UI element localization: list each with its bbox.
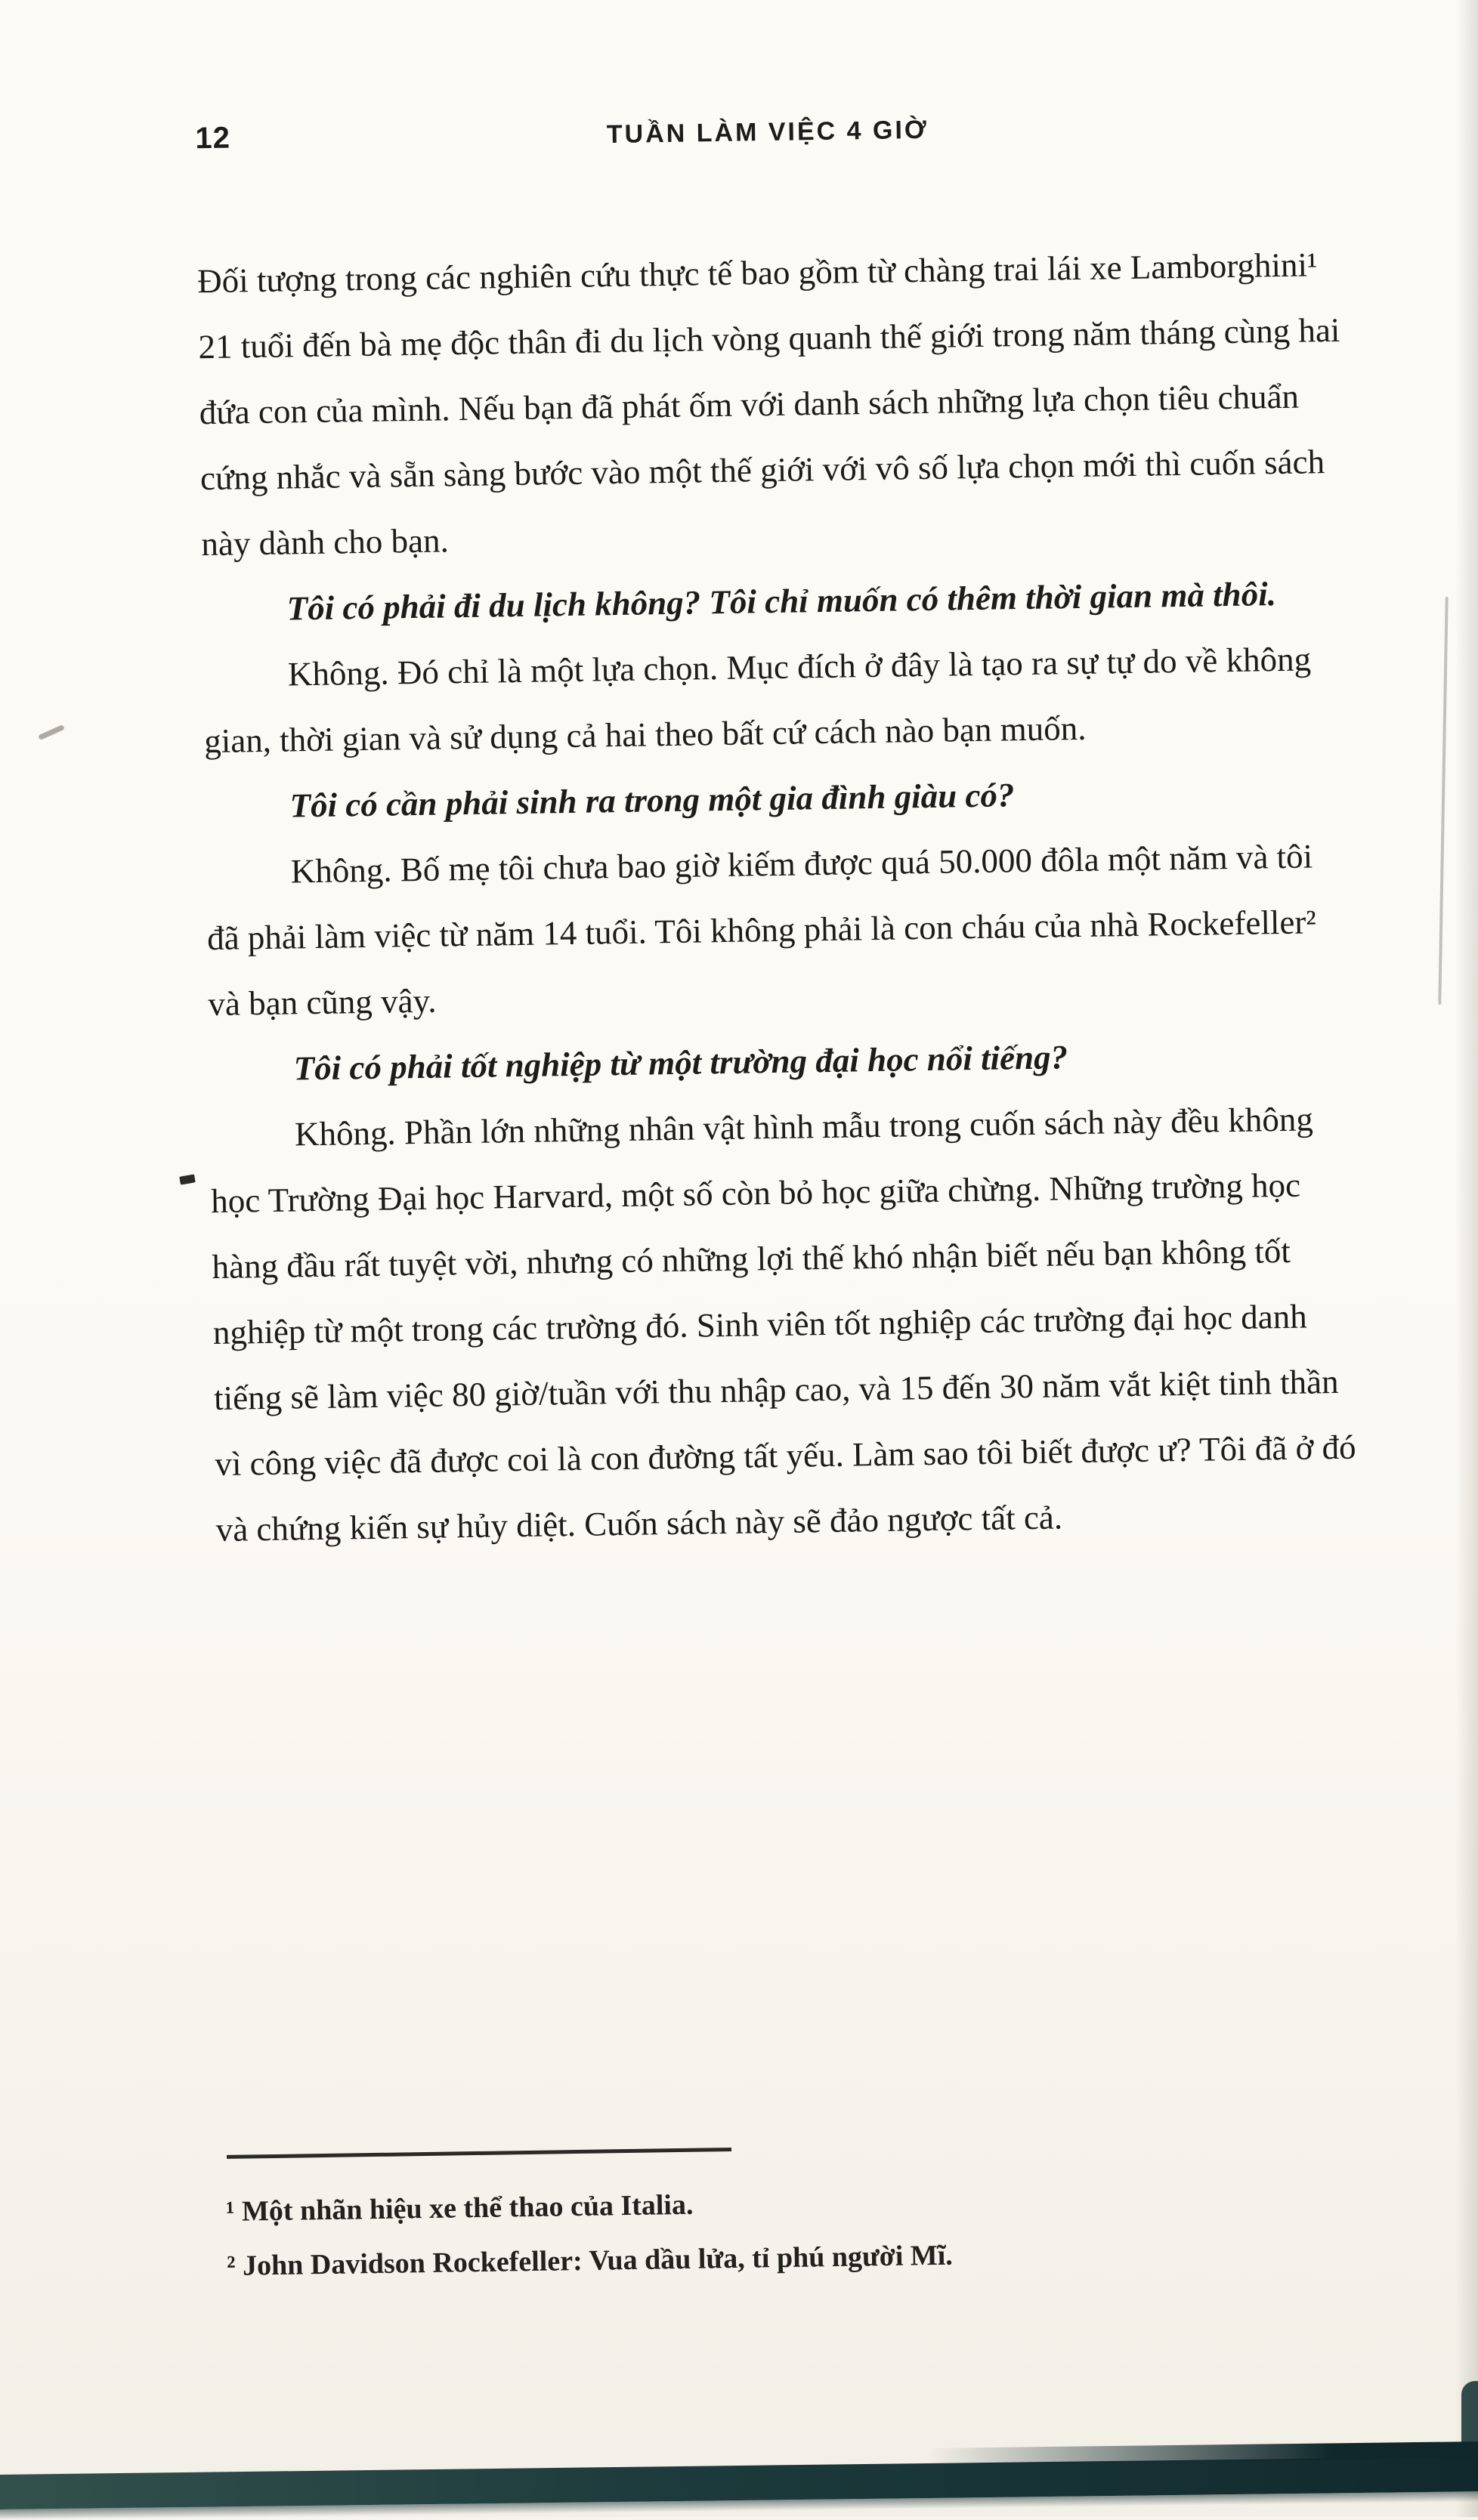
page-body — [197, 232, 1362, 1563]
answer-travel: Không. Đó chỉ là một lựa chọn. Mục đích ở đây là tạo ra sự tự do về không gian, thời gian và sử dụng cả hai theo bất cứ cách nào bạn muốn. — [203, 640, 1312, 761]
answer-school: Không. Phần lớn những nhân vật hình mẫu trong cuốn sách này đều không học Trường Đại học Harvard, một số còn bỏ học giữa chừng. Những trường học hàng đầu rất tuyệt vời, nhưng có những lợi thế khó nhận biết nếu bạn không tốt nghiệp từ một trong các trường đó. Sinh viên tốt nghiệp các trường đại học danh tiếng sẽ làm việc 80 giờ/tuần với thu nhập cao, và 15 đến 30 năm vắt kiệt tinh thần vì công việc đã được coi là con đường tất yếu. Làm sao tôi biết được ư? Tôi đã ở đó và chứng kiến sự hủy diệt. Cuốn sách này sẽ đảo ngược tất cả. — [210, 1100, 1356, 1549]
answer-family: Không. Bố mẹ tôi chưa bao giờ kiếm được quá 50.000 đôla một năm và tôi đã phải làm việc từ năm 14 tuổi. Tôi không phải là con cháu của nhà Rockefeller² và bạn cũng vậy. — [206, 837, 1317, 1024]
page-number: 12 — [195, 121, 231, 156]
question-school: Tôi có phải tốt nghiệp từ một trường đại học nổi tiếng? — [293, 1038, 1068, 1088]
footnotes-section — [225, 2138, 1372, 2293]
running-title: TUẦN LÀM VIỆC 4 GIỜ — [606, 115, 929, 150]
footnote-divider — [227, 2148, 731, 2159]
question-travel: Tôi có phải đi du lịch không? Tôi chỉ muốn có thêm thời gian mà thôi. — [286, 575, 1277, 628]
page-edge-shadow — [1455, 0, 1478, 2517]
footnote-1: ¹ Một nhãn hiệu xe thể thao của Italia. — [225, 2188, 694, 2228]
paragraph-intro: Đối tượng trong các nghiên cứu thực tế bao gồm từ chàng trai lái xe Lamborghini¹ 21 tuổi đến bà mẹ độc thân đi du lịch vòng quanh thế giới trong năm tháng cùng hai đứa con của mình. Nếu bạn đã phát ốm với danh sách những lựa chọn tiêu chuẩn cứng nhắc và sẵn sàng bước vào một thế giới với vô số lựa chọn mới thì cuốn sách này dành cho bạn. — [196, 246, 1340, 564]
book-page — [195, 105, 1373, 2388]
question-family: Tôi có cần phải sinh ra trong một gia đình giàu có? — [289, 776, 1015, 825]
footnote-2: ² John Davidson Rockefeller: Vua dầu lửa, tỉ phú người Mĩ. — [226, 2239, 954, 2282]
